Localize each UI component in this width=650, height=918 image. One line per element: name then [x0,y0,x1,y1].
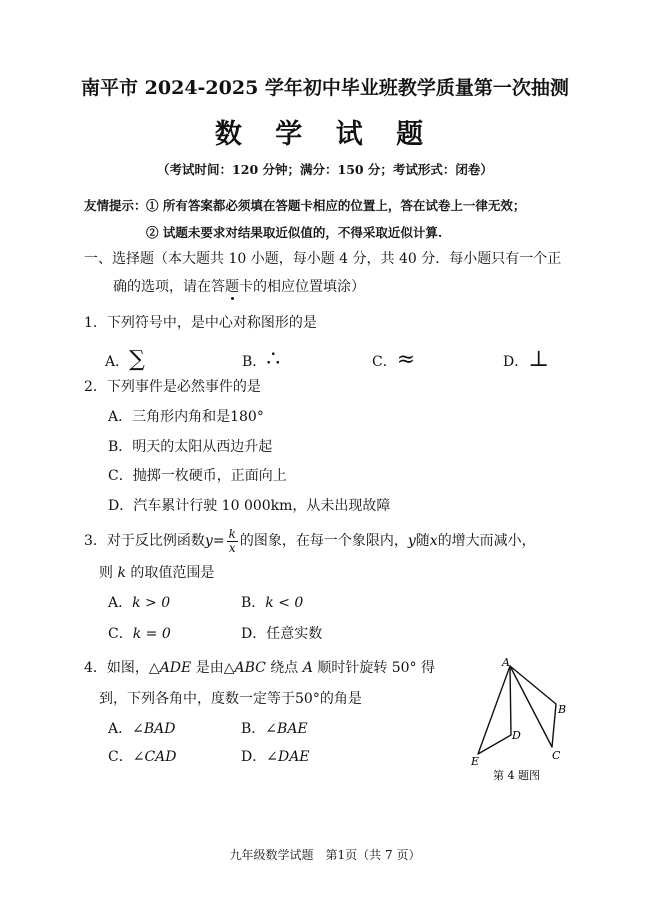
q1-option-b-label: B． [242,354,267,370]
q1-option-b [242,349,280,371]
q4-line1-a: 4．如图，△ [84,660,160,676]
page-footer: 九年级数学试题 第1页（共 7 页） [229,848,421,862]
q3-option-d [241,627,322,641]
q3-func-eq: = [212,533,225,549]
q3-option-c-label: C． [108,626,133,642]
therefore-symbol: ∴ [266,347,281,372]
q4-option-c [108,750,177,764]
q1-stem: 1．下列符号中，是中心对称图形的是 [84,315,317,331]
figure-label-d: D [512,729,521,742]
q4-stem-line2: 到，下列各角中，度数一定等于50°的角是 [99,691,362,707]
q3-option-d-label: D． [241,626,267,642]
q4-option-b-expr: ∠BAE [265,721,308,737]
q4-figure [470,655,580,785]
approx-symbol: ≈ [396,347,416,372]
exam-info: （考试时间：120 分钟；满分：150 分；考试形式：闭卷） [157,162,493,177]
q4-point-a: A [302,660,313,676]
q3-var-x: x [429,533,438,549]
q4-option-d-label: D． [241,749,267,765]
q2-option-d: D．汽车累计行驶 10 000km，从未出现故障 [108,498,391,514]
figure-label-a: A [502,656,510,669]
q2-option-b: B．明天的太阳从西边升起 [108,439,273,455]
q3-stem-a: 3．对于反比例函数 [84,533,205,549]
q3-fraction [227,528,238,554]
q4-option-c-expr: ∠CAD [132,749,177,765]
q4-option-b-label: B． [241,721,266,737]
q4-option-d [241,750,310,764]
q3-option-c-expr: k = 0 [132,626,171,642]
q2-stem: 2．下列事件是必然事件的是 [84,379,261,395]
subject-title: 数 学 试 题 [214,119,436,150]
q4-option-b [241,722,308,736]
q3-option-b-expr: k < 0 [265,595,304,611]
figure-label-c: C [552,749,561,762]
q3-option-b [241,596,303,610]
q3-option-a [108,596,170,610]
q4-stem-line1 [84,661,435,675]
answer-card-emphasis: 答题卡 [211,279,253,295]
q4-option-a [108,722,175,736]
q3-line2-a: 则 [99,565,118,581]
section1-line2-a: 确的选项，请在 [113,279,211,295]
q3-var-k: k [117,565,126,581]
triangle-ade [478,666,511,754]
sigma-symbol: ∑ [129,347,145,372]
perpendicular-symbol: ⊥ [528,347,549,372]
q4-option-c-label: C． [108,749,133,765]
section1-line1: 一、选择题（本大题共 10 小题，每小题 4 分，共 40 分．每小题只有一个正 [84,251,562,267]
q3-stem-d: 的增大而减小， [437,533,536,549]
q3-option-a-expr: k > 0 [132,595,171,611]
q3-option-c [108,627,171,641]
q3-stem [84,524,536,558]
q1-option-a [105,349,145,371]
q3-option-b-label: B． [241,595,266,611]
q3-func-y: y [204,533,213,549]
figure-label-b: B [558,703,567,716]
q2-option-c: C．抛掷一枚硬币，正面向上 [108,468,287,484]
section1-line2 [113,280,365,294]
q3-var-y: y [407,533,416,549]
q1-option-a-label: A． [105,354,130,370]
q1-option-c-label: C． [372,354,397,370]
q3-frac-num: k [228,526,236,541]
q4-tri-abc: ABC [234,660,266,676]
q3-line2-b: 的取值范围是 [125,565,215,581]
figure-label-e: E [471,755,480,768]
q4-line1-c: 绕点 [265,660,303,676]
figure-caption: 第 4 题图 [493,769,540,782]
tips-label: 友情提示： [84,198,147,213]
q3-stem-b: 的图象，在每一个象限内， [239,533,408,549]
q4-line1-b: 是由△ [191,660,235,676]
tip-2: ② 试题未要求对结果取近似值的，不得采取近似计算. [146,225,443,240]
q4-line1-d: 顺时针旋转 50° 得 [312,660,436,676]
q4-option-a-label: A． [108,721,133,737]
q4-option-a-expr: ∠BAD [132,721,176,737]
q3-option-d-expr: 任意实数 [266,626,323,642]
q1-option-c [372,349,415,371]
q1-option-d [503,349,549,371]
q4-option-d-expr: ∠DAE [266,749,310,765]
q4-tri-ade: ADE [159,660,192,676]
q1-option-d-label: D． [503,354,529,370]
q3-frac-den: x [228,540,236,555]
section1-line2-b: 的相应位置填涂） [253,279,365,295]
q3-option-a-label: A． [108,595,133,611]
tip-1: ① 所有答案都必须填在答题卡相应的位置上，答在试卷上一律无效； [146,198,526,213]
q3-line2 [99,566,214,580]
q3-stem-c: 随 [415,533,430,549]
q2-option-a: A．三角形内角和是180° [108,409,264,425]
exam-title: 南平市 2024-2025 学年初中毕业班教学质量第一次抽测 [81,77,569,99]
